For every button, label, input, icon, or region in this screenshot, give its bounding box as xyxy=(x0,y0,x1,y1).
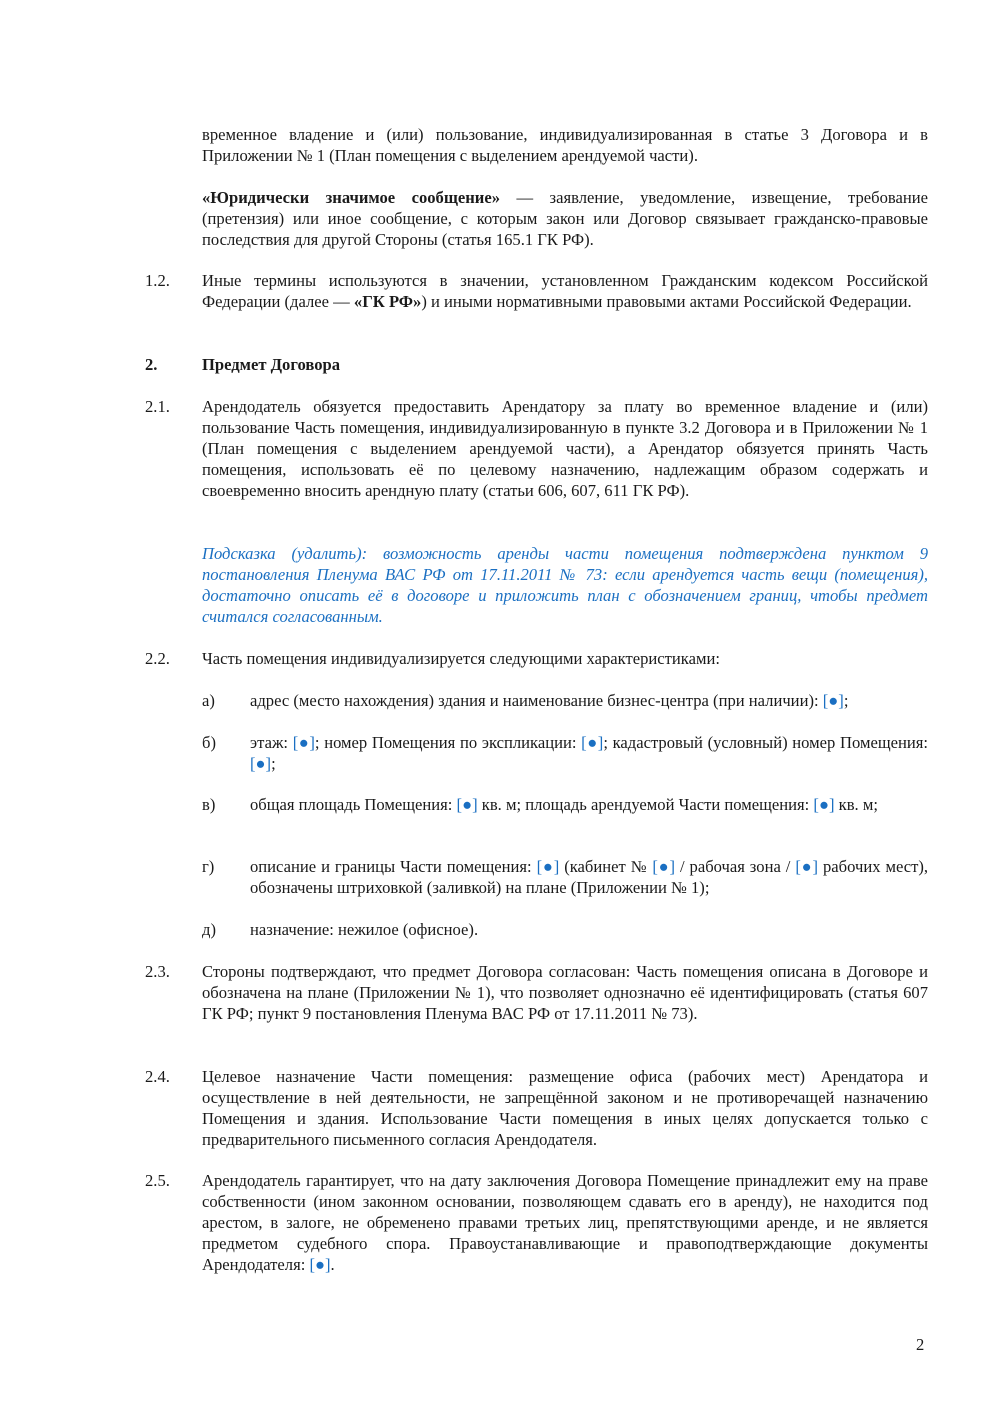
item-a-text-1: адрес (место нахождения) здания и наименование бизнес-центра (при наличии): xyxy=(250,691,823,710)
section-number-text: 2. xyxy=(145,355,158,374)
clause-number: 2.5. xyxy=(145,1171,170,1190)
clause-2-3: Стороны подтверждают, что предмет Договора согласован: Часть помещения описана в Договоре и обозначена на плане (Приложении № 1), что позволяет однозначно её идентифицировать (статья 607 ГК РФ; пункт 9 постановления Пленума ВАС РФ от 17.11.2011 № 73). xyxy=(202,962,928,1023)
list-item-v xyxy=(250,794,928,815)
clause-1-2-text-a: Иные термины используются в значении, установленном Гражданским кодексом Российской Федерации (далее — xyxy=(202,271,928,311)
item-g-text-1: описание и границы Части помещения: xyxy=(250,857,537,876)
section-title xyxy=(202,354,928,375)
placeholder-workplaces[interactable]: [●] xyxy=(795,857,819,876)
intro-continuation-text: временное владение и (или) пользование, индивидуализированная в статье 3 Договора и в Приложении № 1 (План помещения с выделением арендуемой части). xyxy=(202,125,928,165)
item-a-text-2: ; xyxy=(843,691,849,710)
item-b-text-3: ; кадастровый (условный) номер Помещения: xyxy=(603,733,928,752)
clause-2-2: Часть помещения индивидуализируется следующими характеристиками: xyxy=(202,649,720,668)
section-number xyxy=(145,354,157,375)
list-item-letter: г) xyxy=(202,857,215,876)
item-v-text-3: кв. м; xyxy=(834,795,878,814)
hint-note: Подсказка (удалить): возможность аренды части помещения подтверждена пунктом 9 постановления Пленума ВАС РФ от 17.11.2011 № 73: если арендуется часть вещи (помещения), достаточно описать её в договоре и приложить план с обозначением границ, чтобы предмет считался согласованным. xyxy=(202,544,928,626)
clause-2-5-end: . xyxy=(330,1255,335,1274)
list-item-letter: б) xyxy=(202,733,216,752)
placeholder-room-number[interactable]: [●] xyxy=(581,733,604,752)
clause-number: 2.4. xyxy=(145,1067,170,1086)
clause-1-2-bold: «ГК РФ» xyxy=(353,292,422,311)
clause-number: 1.2. xyxy=(145,271,170,290)
section-title-text: Предмет Договора xyxy=(202,355,341,374)
clause-2-5-text: Арендодатель гарантирует, что на дату заключения Договора Помещение принадлежит ему на праве собственности (ином законном основании, позволяющем сдавать его в аренду), не находится под арестом, в залоге, не обременено правами третьих лиц, препятствующими аренде, и не является предметом судебного спора. Правоустанавливающие и правоподтверждающие документы Арендодателя: xyxy=(202,1171,928,1274)
item-b-text-4: ; xyxy=(271,754,276,773)
item-g-text-3: / рабочая зона / xyxy=(675,857,796,876)
list-item-b xyxy=(250,732,928,774)
item-g-text-4: рабочих мест), обозначены штриховкой (заливкой) на плане (Приложении № 1); xyxy=(250,857,929,897)
clause-number: 2.2. xyxy=(145,649,170,668)
clause-2-1: Арендодатель обязуется предоставить Арендатору за плату во временное владение и (или) пользование Часть помещения, индивидуализированную в пункте 3.2 Договора и в Приложении № 1 (План помещения с выделением арендуемой части), а Арендатор обязуется принять Часть помещения, использовать её по целевому назначению, надлежащим образом содержать и своевременно вносить арендную плату (статьи 606, 607, 611 ГК РФ). xyxy=(202,397,928,500)
clause-2-4: Целевое назначение Части помещения: размещение офиса (рабочих мест) Арендатора и осуществление в ней деятельности, не запрещённой законом и не противоречащей назначению Помещения и здания. Использование Части помещения в иных целях допускается только с предварительного письменного согласия Арендодателя. xyxy=(202,1067,928,1149)
clause-2-5 xyxy=(202,1170,928,1275)
placeholder-office-number[interactable]: [●] xyxy=(652,857,676,876)
definition-legal-message xyxy=(202,187,928,250)
list-item-g xyxy=(250,856,928,898)
item-v-text-2: кв. м; площадь арендуемой Части помещения: xyxy=(477,795,814,814)
list-item-letter: а) xyxy=(202,691,215,710)
clause-number: 2.3. xyxy=(145,962,170,981)
definition-term: «Юридически значимое сообщение» xyxy=(202,188,501,207)
placeholder-floor[interactable]: [●] xyxy=(292,733,315,752)
clause-number: 2.1. xyxy=(145,397,170,416)
list-item-letter: в) xyxy=(202,795,216,814)
placeholder-total-area[interactable]: [●] xyxy=(456,795,478,814)
placeholder-description[interactable]: [●] xyxy=(536,857,560,876)
clause-1-2 xyxy=(202,270,928,312)
placeholder-leased-area[interactable]: [●] xyxy=(813,795,835,814)
placeholder-documents[interactable]: [●] xyxy=(309,1255,331,1274)
placeholder-cadastral-number[interactable]: [●] xyxy=(250,754,272,773)
clause-1-2-text-b: ) и иными нормативными правовыми актами Российской Федерации. xyxy=(421,292,912,311)
item-b-text-1: этаж: xyxy=(250,733,293,752)
item-v-text-1: общая площадь Помещения: xyxy=(250,795,457,814)
intro-continuation xyxy=(202,124,928,166)
item-b-text-2: ; номер Помещения по экспликации: xyxy=(314,733,582,752)
page-number: 2 xyxy=(916,1335,925,1354)
list-item-d: назначение: нежилое (офисное). xyxy=(250,920,479,939)
list-item-a xyxy=(250,690,928,711)
definition-text: — заявление, уведомление, извещение, требование (претензия) или иное сообщение, с которым закон или Договор связывает гражданско-правовые последствия для другой Стороны (статья 165.1 ГК РФ). xyxy=(202,188,928,249)
item-g-text-2: (кабинет № xyxy=(559,857,653,876)
placeholder-address[interactable]: [●] xyxy=(822,691,844,710)
list-item-letter: д) xyxy=(202,920,216,939)
